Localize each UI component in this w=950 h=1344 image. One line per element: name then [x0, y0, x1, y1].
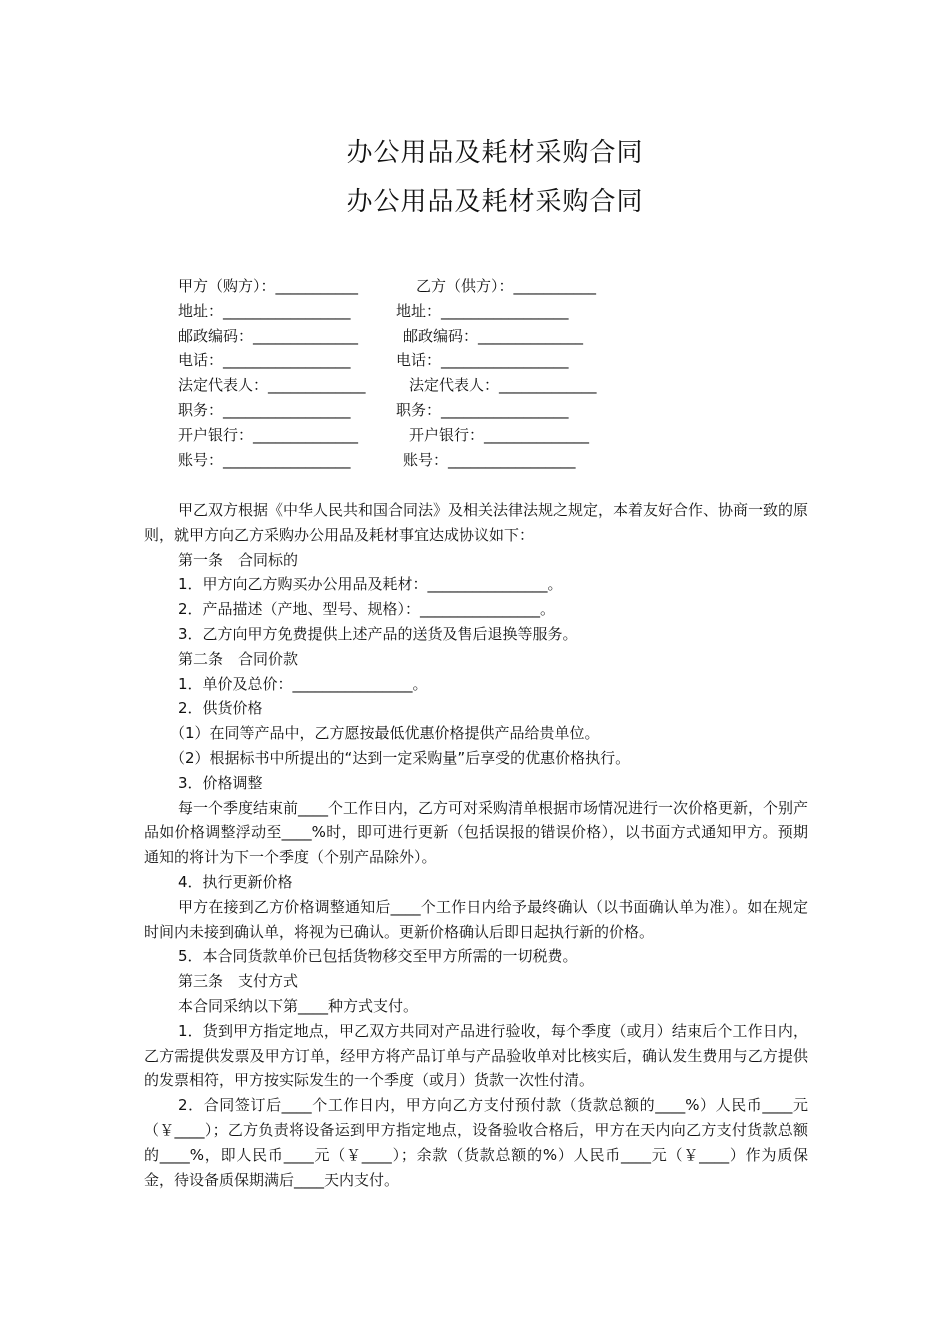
seller-phone-field: 电话：_________________ [396, 351, 569, 370]
seller-account-field: 账号：_________________ [403, 450, 576, 469]
article-2-item-2: 2．供货价格 [178, 699, 263, 718]
price-adjustment-paragraph: 每一个季度结束前____个工作日内，乙方可对采购清单根据市场情况进行一次价格更新，个别产品如价格调整浮动至____%时，即可进行更新（包括误报的错误价格），以书面方式通知甲方。预期通知的将计为下一个季度（个别产品除外）。 [144, 798, 809, 867]
buyer-name-field: 甲方（购方）：___________ [178, 277, 359, 295]
seller-bank-field: 开户银行：______________ [409, 425, 590, 444]
contract-body [144, 498, 808, 1192]
document-title: 办公用品及耗材采购合同 [346, 138, 644, 168]
article-1-item-2: 2．产品描述（产地、型号、规格）：________________。 [178, 600, 556, 619]
article-2-item-3: 3．价格调整 [178, 773, 263, 792]
seller-position-field: 职务：_________________ [396, 400, 569, 419]
preamble-paragraph: 甲乙双方根据《中华人民共和国合同法》及相关法律法规之规定，本着友好合作、协商一致的原则，就甲方向乙方采购办公用品及耗材事宜达成协议如下： [144, 501, 809, 544]
article-1-heading: 第一条 合同标的 [178, 550, 299, 569]
document-subtitle: 办公用品及耗材采购合同 [346, 187, 644, 217]
payment-method-1: 1．货到甲方指定地点，甲乙双方共同对产品进行验收，每个季度（或月）结束后个工作日内，乙方需提供发票及甲方订单，经甲方将产品订单与产品验收单对比核实后，确认发生费用与乙方提供的发票相符，甲方按实际发生的一个季度（或月）货款一次性付清。 [144, 1021, 808, 1090]
seller-postcode-field: 邮政编码：______________ [403, 326, 584, 345]
buyer-bank-field: 开户银行：______________ [178, 425, 359, 444]
article-2-sub-item-2: （2）根据标书中所提出的“达到一定采购量”后享受的优惠价格执行。 [170, 748, 631, 767]
buyer-position-field: 职务：_________________ [178, 400, 351, 419]
buyer-legal-rep-field: 法定代表人：_____________ [178, 376, 366, 395]
article-3-heading: 第三条 支付方式 [178, 972, 299, 991]
seller-legal-rep-field: 法定代表人：_____________ [409, 376, 597, 395]
article-2-sub-item-1: （1）在同等产品中，乙方愿按最低优惠价格提供产品给贵单位。 [170, 724, 600, 743]
article-2-item-5: 5．本合同货款单价已包括货物移交至甲方所需的一切税费。 [178, 947, 578, 966]
buyer-account-field: 账号：_________________ [178, 450, 351, 469]
article-1-item-1: 1．甲方向乙方购买办公用品及耗材：________________。 [178, 575, 563, 594]
seller-name-field: 乙方（供方）：___________ [416, 277, 597, 295]
buyer-postcode-field: 邮政编码：______________ [178, 326, 359, 345]
buyer-phone-field: 电话：_________________ [178, 351, 351, 370]
article-2-heading: 第二条 合同价款 [178, 649, 299, 668]
payment-method-2: 2．合同签订后____个工作日内，甲方向乙方支付预付款（货款总额的____%）人民币____元（￥____）；乙方负责将设备运到甲方指定地点，设备验收合格后，甲方在天内向乙方支付货款总额的____%，即人民币____元（￥____）；余款（货款总额的%）人民币____元（￥____）作为质保金，待设备质保期满后____天内支付。 [144, 1096, 808, 1189]
article-2-item-1: 1．单价及总价：________________。 [178, 674, 428, 693]
seller-address-field: 地址：_________________ [396, 301, 569, 320]
article-2-item-4: 4．执行更新价格 [178, 872, 293, 891]
buyer-address-field: 地址：_________________ [178, 301, 351, 320]
payment-method-intro: 本合同采纳以下第____种方式支付。 [178, 996, 419, 1015]
price-update-paragraph: 甲方在接到乙方价格调整通知后____个工作日内给予最终确认（以书面确认单为准）。如在规定时间内未接到确认单，将视为已确认。更新价格确认后即日起执行新的价格。 [144, 897, 808, 941]
article-1-item-3: 3．乙方向甲方免费提供上述产品的送货及售后退换等服务。 [178, 624, 578, 643]
